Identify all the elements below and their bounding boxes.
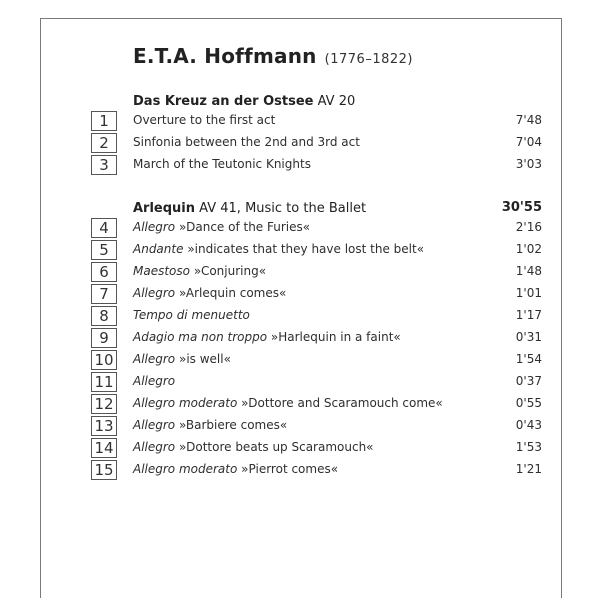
- track-tempo: Adagio ma non troppo: [133, 330, 268, 344]
- track-title: [133, 308, 250, 322]
- track-desc: »indicates that they have lost the belt«: [187, 242, 425, 256]
- track-title: [133, 418, 287, 432]
- track-number: 4: [91, 218, 117, 238]
- work-heading-kreuz: [133, 94, 355, 109]
- track-title: [133, 286, 286, 300]
- track-row: [0, 111, 600, 133]
- track-title: [133, 352, 231, 366]
- track-row: [0, 284, 600, 306]
- work-title: Arlequin: [133, 201, 196, 216]
- track-title: [133, 242, 424, 256]
- track-tempo: Allegro: [133, 352, 176, 366]
- track-duration: 1'48: [515, 264, 542, 278]
- track-title: [133, 135, 360, 149]
- track-number: 5: [91, 240, 117, 260]
- track-row: [0, 218, 600, 240]
- track-title: [133, 462, 338, 476]
- track-desc: »Conjuring«: [193, 264, 267, 278]
- composer-dates: (1776–1822): [324, 52, 413, 67]
- composer-heading: [133, 44, 413, 68]
- track-desc: »is well«: [178, 352, 231, 366]
- track-title: [133, 157, 311, 171]
- track-desc: »Pierrot comes«: [241, 462, 339, 476]
- track-duration: 0'37: [515, 374, 542, 388]
- track-title: [133, 440, 374, 454]
- track-duration: 0'31: [515, 330, 542, 344]
- track-number: 1: [91, 111, 117, 131]
- track-row: [0, 262, 600, 284]
- track-number: 3: [91, 155, 117, 175]
- work-heading-arlequin: [133, 201, 366, 216]
- track-tempo: Allegro: [133, 220, 176, 234]
- track-number: 8: [91, 306, 117, 326]
- track-duration: 7'48: [515, 113, 542, 127]
- track-duration: 3'03: [515, 157, 542, 171]
- track-number: 6: [91, 262, 117, 282]
- track-duration: 1'01: [515, 286, 542, 300]
- track-number: 9: [91, 328, 117, 348]
- track-title: [133, 396, 443, 410]
- track-number: 10: [91, 350, 117, 370]
- track-tempo: Allegro: [133, 374, 176, 388]
- track-number: 11: [91, 372, 117, 392]
- track-duration: 0'43: [515, 418, 542, 432]
- track-row: [0, 438, 600, 460]
- track-desc: »Dance of the Furies«: [178, 220, 311, 234]
- track-tempo: Andante: [133, 242, 184, 256]
- track-title: [133, 113, 275, 127]
- track-duration: 2'16: [515, 220, 542, 234]
- track-desc: Sinfonia between the 2nd and 3rd act: [133, 135, 360, 149]
- track-desc: »Dottore and Scaramouch come«: [241, 396, 443, 410]
- track-desc: March of the Teutonic Knights: [133, 157, 311, 171]
- track-row: [0, 416, 600, 438]
- track-row: [0, 155, 600, 177]
- track-row: [0, 460, 600, 482]
- track-tempo: Allegro moderato: [133, 396, 238, 410]
- track-row: [0, 372, 600, 394]
- track-tempo: Tempo di menuetto: [133, 308, 250, 322]
- track-duration: 0'55: [515, 396, 542, 410]
- track-row: [0, 394, 600, 416]
- track-tempo: Allegro: [133, 286, 176, 300]
- track-row: [0, 350, 600, 372]
- track-duration: 1'21: [515, 462, 542, 476]
- track-duration: 1'02: [515, 242, 542, 256]
- track-desc: Overture to the first act: [133, 113, 276, 127]
- track-desc: »Arlequin comes«: [178, 286, 287, 300]
- track-row: [0, 328, 600, 350]
- work-title: Das Kreuz an der Ostsee: [133, 94, 314, 109]
- composer-name: E.T.A. Hoffmann: [133, 44, 317, 68]
- track-tempo: Maestoso: [133, 264, 190, 278]
- track-title: [133, 374, 175, 388]
- track-tempo: Allegro: [133, 418, 176, 432]
- track-title: [133, 220, 310, 234]
- track-duration: 1'17: [515, 308, 542, 322]
- track-row: [0, 133, 600, 155]
- track-number: 2: [91, 133, 117, 153]
- track-number: 7: [91, 284, 117, 304]
- track-duration: 1'54: [515, 352, 542, 366]
- track-desc: »Barbiere comes«: [178, 418, 288, 432]
- track-duration: 1'53: [515, 440, 542, 454]
- track-row: [0, 240, 600, 262]
- track-desc: »Harlequin in a faint«: [270, 330, 401, 344]
- track-row: [0, 306, 600, 328]
- track-title: [133, 330, 401, 344]
- track-number: 14: [91, 438, 117, 458]
- work-catalog: AV 20: [317, 94, 356, 109]
- track-tempo: Allegro moderato: [133, 462, 238, 476]
- track-number: 12: [91, 394, 117, 414]
- track-title: [133, 264, 266, 278]
- track-number: 15: [91, 460, 117, 480]
- work-total-duration: 30'55: [501, 200, 542, 215]
- track-duration: 7'04: [515, 135, 542, 149]
- track-tempo: Allegro: [133, 440, 176, 454]
- track-number: 13: [91, 416, 117, 436]
- work-catalog: AV 41, Music to the Ballet: [199, 201, 367, 216]
- track-desc: »Dottore beats up Scaramouch«: [178, 440, 374, 454]
